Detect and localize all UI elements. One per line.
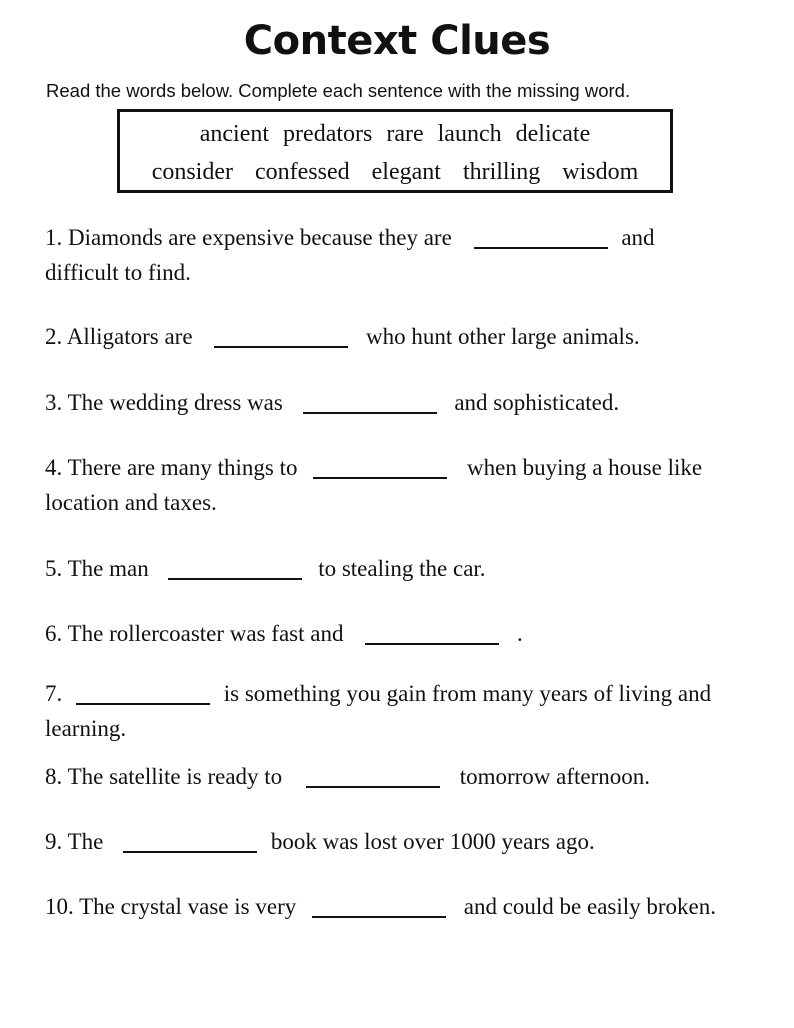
question-text: 10. The crystal vase is very <box>45 894 297 919</box>
page-title: Context Clues <box>243 18 551 64</box>
question-text: and sophisticated. <box>454 390 620 415</box>
question-text: to stealing the car. <box>318 556 486 581</box>
question-text: 1. Diamonds are expensive because they are <box>45 225 452 250</box>
question-text: book was lost over 1000 years ago. <box>270 829 595 854</box>
question-9 <box>45 824 757 859</box>
question-4 <box>45 450 757 520</box>
question-text: when buying a house like <box>467 455 703 480</box>
question-8 <box>45 759 757 794</box>
word-bank <box>117 109 673 193</box>
question-text: 5. The man <box>45 556 149 581</box>
question-1 <box>45 220 757 290</box>
question-text: 7. <box>45 681 63 706</box>
word-bank-row <box>120 159 670 186</box>
question-text: 3. The wedding dress was <box>45 390 283 415</box>
answer-blank <box>303 412 437 414</box>
question-text: 2. Alligators are <box>45 324 193 349</box>
question-text: and could be easily broken. <box>463 894 717 919</box>
word-bank-word: predators <box>283 121 373 147</box>
word-bank-word: thrilling <box>462 159 541 185</box>
answer-blank <box>306 786 440 788</box>
question-text: 4. There are many things to <box>45 455 298 480</box>
question-text: 8. The satellite is ready to <box>45 764 283 789</box>
question-text: learning. <box>45 716 127 741</box>
answer-blank <box>474 247 608 249</box>
question-text: . <box>516 621 523 646</box>
word-bank-word: ancient <box>199 121 270 147</box>
answer-blank <box>365 643 499 645</box>
question-3 <box>45 385 757 420</box>
question-text: 6. The rollercoaster was fast and <box>45 621 344 646</box>
question-5 <box>45 551 757 586</box>
answer-blank <box>123 851 257 853</box>
word-bank-row <box>120 121 670 148</box>
question-2 <box>45 319 757 354</box>
word-bank-word: confessed <box>255 159 350 185</box>
question-text: is something you gain from many years of living and <box>223 681 712 706</box>
question-text: location and taxes. <box>45 490 217 515</box>
question-6 <box>45 616 757 651</box>
word-bank-word: consider <box>151 159 233 185</box>
question-text: tomorrow afternoon. <box>459 764 651 789</box>
answer-blank <box>313 477 447 479</box>
question-text: who hunt other large animals. <box>366 324 640 349</box>
word-bank-word: delicate <box>515 121 591 147</box>
word-bank-word: wisdom <box>562 159 639 185</box>
question-text: and <box>621 225 655 250</box>
answer-blank <box>312 916 446 918</box>
question-10 <box>45 889 757 924</box>
answer-blank <box>214 346 348 348</box>
question-text: difficult to find. <box>45 260 191 285</box>
question-7 <box>45 676 757 746</box>
instructions-text: Read the words below. Complete each sentence with the missing word. <box>46 80 631 101</box>
word-bank-word: rare <box>386 121 424 147</box>
answer-blank <box>76 703 210 705</box>
word-bank-word: launch <box>437 121 502 147</box>
word-bank-word: elegant <box>371 159 441 185</box>
answer-blank <box>168 578 302 580</box>
question-text: 9. The <box>45 829 104 854</box>
